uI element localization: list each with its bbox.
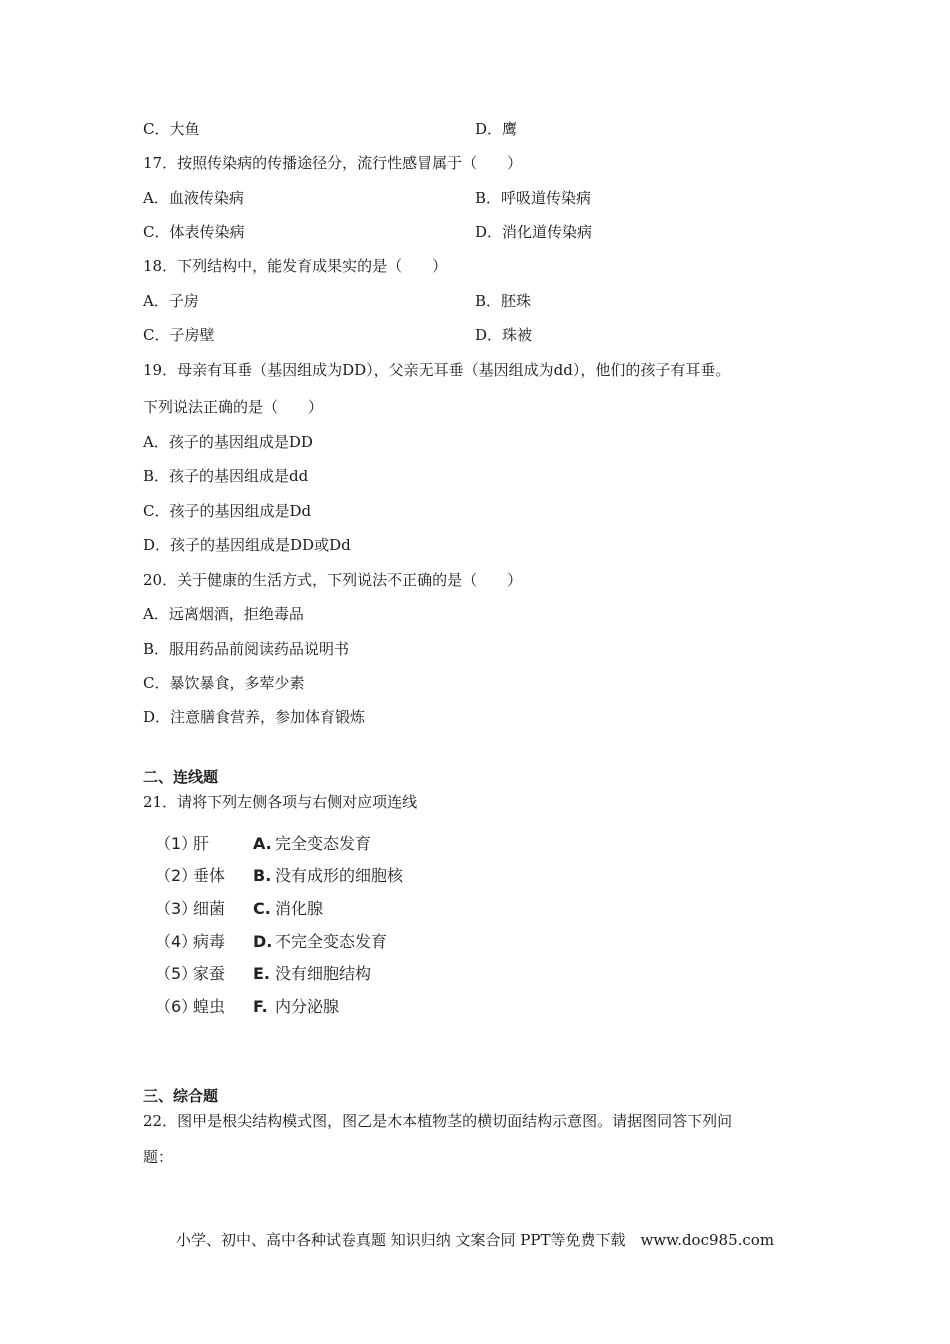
matching-row: [155, 963, 371, 985]
section-2-heading: 二、连线题: [143, 768, 219, 786]
q17-option-a: A．血液传染病: [143, 189, 244, 207]
q16-option-d: D．鹰: [475, 120, 518, 138]
q20-option-a: A．远离烟酒，拒绝毒品: [143, 605, 304, 623]
match-right-term: 不完全变态发育: [275, 932, 388, 951]
match-right-term: 完全变态发育: [275, 834, 372, 853]
q17-option-b: B．呼吸道传染病: [475, 189, 592, 207]
match-left-term: 病毒: [193, 932, 226, 951]
match-left-number: （2）: [155, 866, 198, 885]
q19-option-d: D．孩子的基因组成是DD或Dd: [143, 536, 351, 554]
match-right-letter: E.: [253, 964, 271, 983]
match-right-term: 消化腺: [275, 899, 324, 918]
q20-option-d: D．注意膳食营养，参加体育锻炼: [143, 708, 366, 726]
q21-stem: 21．请将下列左侧各项与右侧对应项连线: [143, 793, 418, 811]
q19-option-c: C．孩子的基因组成是Dd: [143, 502, 312, 520]
match-left-term: 蝗虫: [193, 997, 226, 1016]
match-right-term: 内分泌腺: [275, 997, 340, 1016]
q19-stem-line2: 下列说法正确的是（ ）: [143, 398, 324, 416]
match-left-number: （1）: [155, 834, 198, 853]
q20-option-c: C．暴饮暴食，多荤少素: [143, 674, 305, 692]
match-left-term: 细菌: [193, 899, 226, 918]
matching-row: [155, 833, 371, 855]
match-right-term: 没有成形的细胞核: [275, 866, 404, 885]
matching-row: [155, 996, 339, 1018]
q22-stem-line2: 题：: [143, 1148, 174, 1166]
q19-stem-line1: 19．母亲有耳垂（基因组成为DD），父亲无耳垂（基因组成为dd），他们的孩子有耳垂。: [143, 361, 731, 379]
match-right-letter: F.: [253, 997, 268, 1016]
q18-option-d: D．珠被: [475, 326, 533, 344]
q20-option-b: B．服用药品前阅读药品说明书: [143, 640, 350, 658]
match-left-term: 家蚕: [193, 964, 226, 983]
q17-stem: 17．按照传染病的传播途径分，流行性感冒属于（ ）: [143, 154, 523, 172]
match-right-letter: D.: [253, 932, 273, 951]
match-left-number: （4）: [155, 932, 198, 951]
match-left-number: （3）: [155, 899, 198, 918]
page-footer: 小学、初中、高中各种试卷真题 知识归纳 文案合同 PPT等免费下载 www.doc985.com: [175, 1231, 775, 1249]
q18-option-b: B．胚珠: [475, 292, 532, 310]
q22-stem-line1: 22．图甲是根尖结构模式图，图乙是木本植物茎的横切面结构示意图。请据图同答下列问: [143, 1112, 733, 1130]
matching-row: [155, 931, 387, 953]
match-right-term: 没有细胞结构: [275, 964, 372, 983]
matching-row: [155, 865, 403, 887]
q17-option-d: D．消化道传染病: [475, 223, 593, 241]
q19-option-b: B．孩子的基因组成是dd: [143, 467, 309, 485]
match-left-term: 肝: [193, 834, 210, 853]
match-left-number: （5）: [155, 964, 198, 983]
match-left-term: 垂体: [193, 866, 226, 885]
match-right-letter: C.: [253, 899, 271, 918]
q16-option-c: C．大鱼: [143, 120, 200, 138]
q18-stem: 18．下列结构中，能发育成果实的是（ ）: [143, 257, 448, 275]
q18-option-c: C．子房壁: [143, 326, 215, 344]
match-left-number: （6）: [155, 997, 198, 1016]
q18-option-a: A．子房: [143, 292, 199, 310]
match-right-letter: B.: [253, 866, 272, 885]
matching-row: [155, 898, 323, 920]
q19-option-a: A．孩子的基因组成是DD: [143, 433, 313, 451]
q17-option-c: C．体表传染病: [143, 223, 245, 241]
match-right-letter: A.: [253, 834, 272, 853]
q20-stem: 20．关于健康的生活方式，下列说法不正确的是（ ）: [143, 571, 523, 589]
section-3-heading: 三、综合题: [143, 1087, 219, 1105]
